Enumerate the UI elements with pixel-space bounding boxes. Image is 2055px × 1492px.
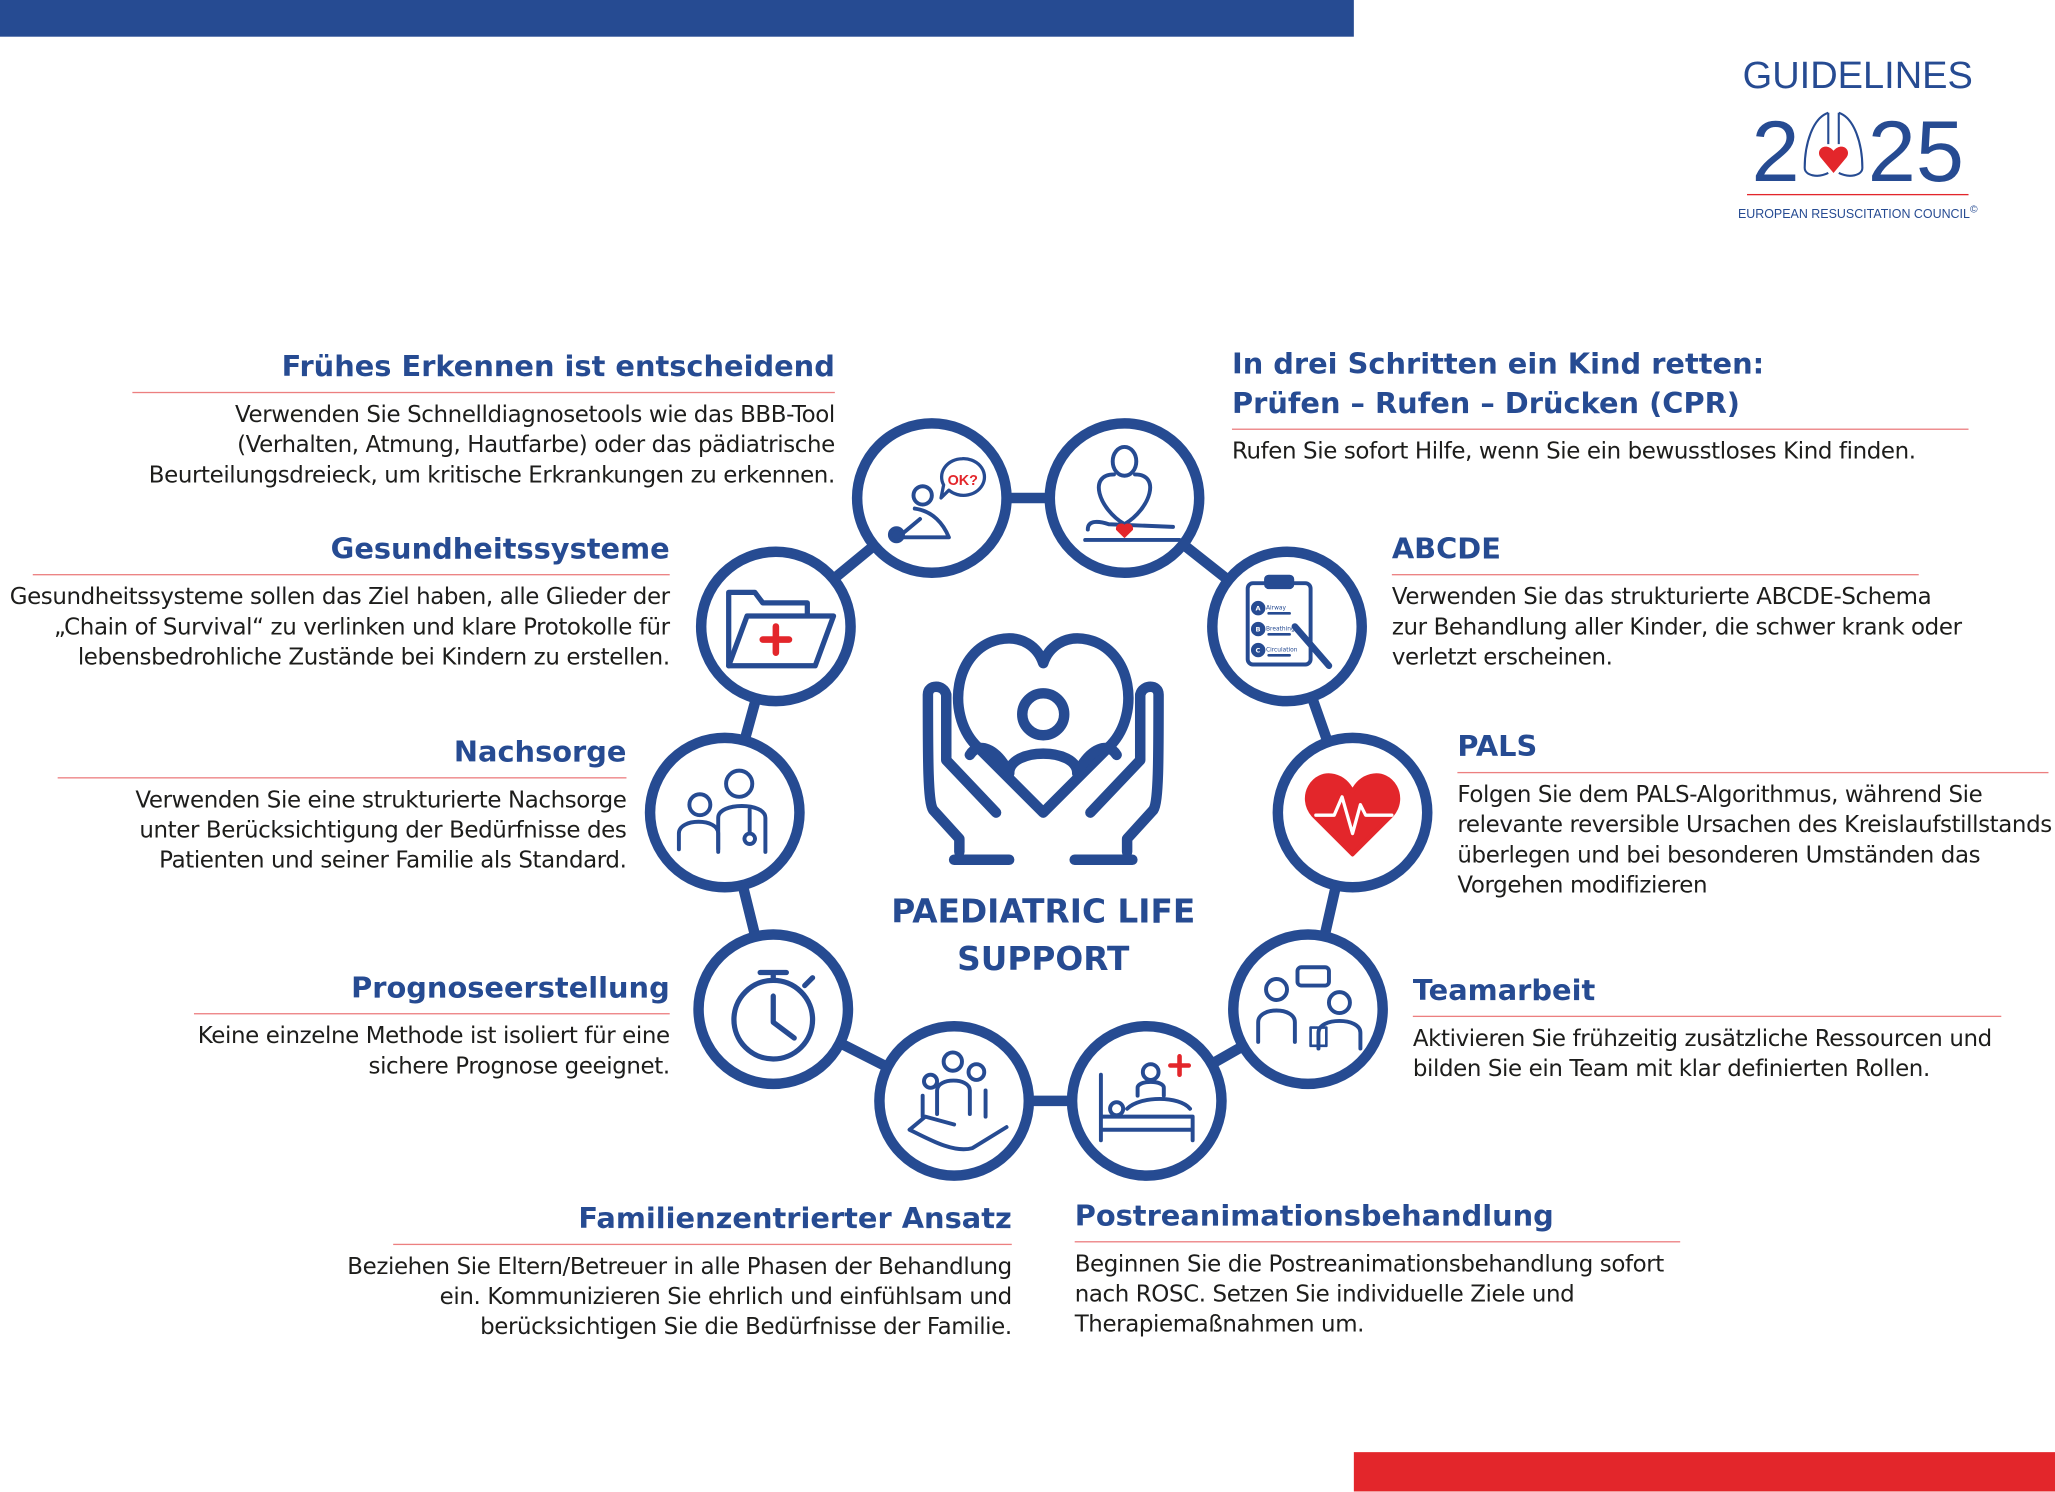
svg-text:C: C (1255, 646, 1261, 655)
section-early-recognition (132, 349, 834, 492)
section-title: Frühes Erkennen ist entscheidend (281, 351, 835, 385)
circle-family (879, 1026, 1028, 1175)
svg-text:Circulation: Circulation (1266, 647, 1298, 654)
section-title: ABCDE (1391, 533, 1501, 567)
circle-aftercare (650, 738, 799, 887)
section-body: Aktivieren Sie frühzeitig zusätzliche Ressourcen und bilden Sie ein Team mit klar definierten Rollen. (1412, 1026, 1992, 1083)
section-prognosis (194, 970, 670, 1083)
section-body: Gesundheitssysteme sollen das Ziel haben, alle Glieder der „Chain of Survival“ zu verlinken und klare Protokolle für lebensbedrohliche Zustände bei Kindern zu erstellen. (9, 584, 670, 672)
divider (393, 1244, 1012, 1245)
svg-text:Airway: Airway (1266, 605, 1286, 612)
center-title: PAEDIATRIC LIFE SUPPORT (891, 892, 1196, 978)
section-three-steps (1232, 346, 1969, 468)
section-title: In drei Schritten ein Kind retten: Prüfen – Rufen – Drücken (CPR) (1231, 348, 1765, 421)
section-body: Verwenden Sie eine strukturierte Nachsorge unter Berücksichtigung der Bedürfnisse des Patienten und seiner Familie als Standard. (135, 787, 627, 875)
divider (1457, 772, 2048, 773)
section-post-resuscitation (1075, 1198, 1680, 1341)
divider (194, 1013, 670, 1014)
svg-text:OK?: OK? (947, 472, 978, 489)
logo-year-right: 25 (1867, 102, 1965, 200)
section-title: Prognoseerstellung (351, 972, 670, 1006)
section-title: Gesundheitssysteme (330, 533, 670, 567)
section-body: Verwenden Sie das strukturierte ABCDE-Schema zur Behandlung aller Kinder, die schwer krank oder verletzt erscheinen. (1391, 584, 1962, 672)
section-title: Teamarbeit (1412, 975, 1596, 1008)
logo-org: EUROPEAN RESUSCITATION COUNCIL (1737, 207, 1970, 222)
svg-text:A: A (1255, 604, 1261, 613)
copyright-mark: © (1969, 203, 1978, 215)
section-title: Nachsorge (453, 736, 627, 770)
section-pals (1457, 729, 2052, 902)
section-body: Beginnen Sie die Postreanimationsbehandlung sofort nach ROSC. Setzen Sie individuelle Ziele und Therapiemaßnahmen um. (1074, 1251, 1664, 1339)
section-title: Familienzentrierter Ansatz (578, 1203, 1012, 1236)
section-body: Beziehen Sie Eltern/Betreuer in alle Phasen der Behandlung ein. Kommunizieren Sie ehrlich und einfühlsam und berücksichtigen Sie die Bedürfnisse der Familie. (347, 1254, 1012, 1341)
logo-guidelines-text: GUIDELINES (1742, 55, 1973, 97)
divider (1075, 1241, 1680, 1242)
section-abcde (1391, 531, 1962, 674)
section-body: Rufen Sie sofort Hilfe, wenn Sie ein bewusstloses Kind finden. (1231, 439, 1916, 466)
circle-teamwork (1233, 934, 1382, 1083)
section-family-centred (328, 1201, 1012, 1344)
svg-text:Breathing: Breathing (1266, 626, 1295, 633)
section-body: Folgen Sie dem PALS-Algorithmus, während Sie relevante reversible Ursachen des Kreislaufstillstands überlegen und bei besonderen Umständen das Vorgehen modifizieren (1457, 782, 2052, 900)
heart-in-hands-icon (928, 638, 1159, 859)
section-title: PALS (1457, 731, 1538, 765)
section-health-systems (0, 531, 670, 674)
divider (1392, 574, 1919, 575)
divider (1232, 429, 1969, 430)
divider (33, 574, 670, 575)
section-body: Verwenden Sie Schnelldiagnosetools wie das BBB-Tool (Verhalten, Atmung, Hautfarbe) oder das pädiatrische Beurteilungsdreieck, um kritische Erkrankungen zu erkennen. (148, 402, 835, 489)
section-teamwork (1413, 972, 2001, 1085)
section-aftercare (58, 734, 627, 877)
section-title: Postreanimationsbehandlung (1074, 1200, 1554, 1234)
logo-year-left: 2 (1751, 102, 1800, 200)
divider (132, 392, 834, 393)
section-body: Keine einzelne Methode ist isoliert für eine sichere Prognose geeignet. (197, 1023, 670, 1080)
divider (58, 777, 627, 778)
divider (1413, 1016, 2001, 1017)
svg-text:B: B (1255, 625, 1261, 634)
